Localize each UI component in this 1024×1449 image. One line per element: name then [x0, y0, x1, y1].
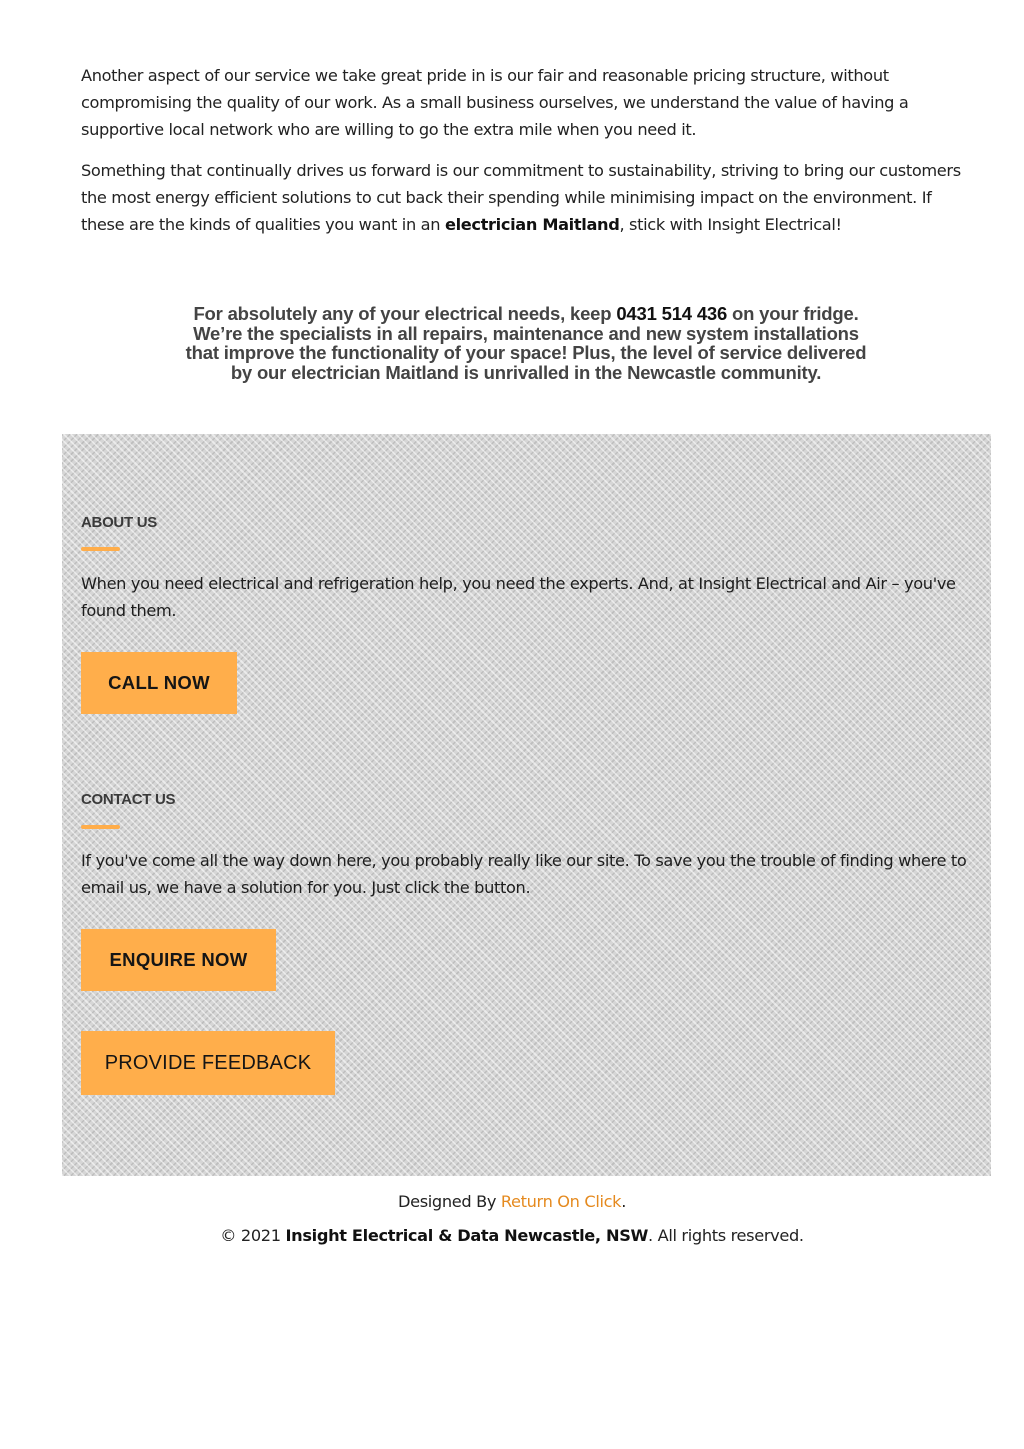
- provide-feedback-button[interactable]: PROVIDE FEEDBACK: [81, 1031, 335, 1095]
- intro-section: [81, 62, 976, 252]
- promo-line-4: by our electrician Maitland is unrivalled in the Newcastle community.: [230, 361, 822, 383]
- copyright-suffix: . All rights reserved.: [648, 1226, 804, 1245]
- company-name: Insight Electrical & Data Newcastle, NSW: [285, 1226, 649, 1245]
- contact-us-accent-bar: [81, 825, 120, 829]
- designed-by-suffix: .: [621, 1192, 627, 1211]
- promo-text-end: on your fridge.: [727, 303, 859, 324]
- designed-by-text: Designed By: [397, 1192, 501, 1211]
- about-us-accent-bar: [81, 547, 120, 551]
- sustainability-text-end: , stick with Insight Electrical!: [619, 215, 842, 234]
- contact-us-text: If you've come all the way down here, you probably really like our site. To save you the trouble of finding where to email us, we have a solution for you. Just click the button.: [81, 851, 967, 897]
- phone-number: 0431 514 436: [616, 303, 728, 324]
- about-us-heading: ABOUT US: [81, 514, 157, 531]
- enquire-now-button[interactable]: ENQUIRE NOW: [81, 929, 276, 991]
- intro-paragraph-pricing: Another aspect of our service we take great pride in is our fair and reasonable pricing structure, without compromising the quality of our work. As a small business ourselves, we understand the value of having a supportive local network who are willing to go the extra mile when you need it.: [81, 66, 909, 139]
- intro-paragraph-sustainability: [81, 157, 976, 238]
- promo-line-3: that improve the functionality of your space! Plus, the level of service delivered: [185, 342, 867, 363]
- designed-by-line: [0, 1192, 1024, 1211]
- sustainability-text: Something that continually drives us forward is our commitment to sustainability, striving to bring our customers the most energy efficient solutions to cut back their spending while minimising impact on the environment. If these are the kinds of qualities you want in an: [81, 161, 961, 234]
- copyright-prefix: © 2021: [220, 1226, 286, 1245]
- copyright-line: [0, 1226, 1024, 1245]
- contact-us-heading: CONTACT US: [81, 791, 176, 808]
- keyword-electrician-maitland: electrician Maitland: [444, 215, 620, 234]
- promo-callout: [150, 304, 902, 382]
- return-on-click-link[interactable]: Return On Click: [500, 1192, 622, 1211]
- promo-line-1: [150, 304, 902, 324]
- about-us-text: When you need electrical and refrigeration help, you need the experts. And, at Insight Electrical and Air – you've found them.: [81, 574, 956, 620]
- promo-line-2: We’re the specialists in all repairs, maintenance and new system installations: [193, 322, 859, 344]
- promo-text: For absolutely any of your electrical needs, keep: [193, 303, 617, 324]
- call-now-button[interactable]: CALL NOW: [81, 652, 237, 714]
